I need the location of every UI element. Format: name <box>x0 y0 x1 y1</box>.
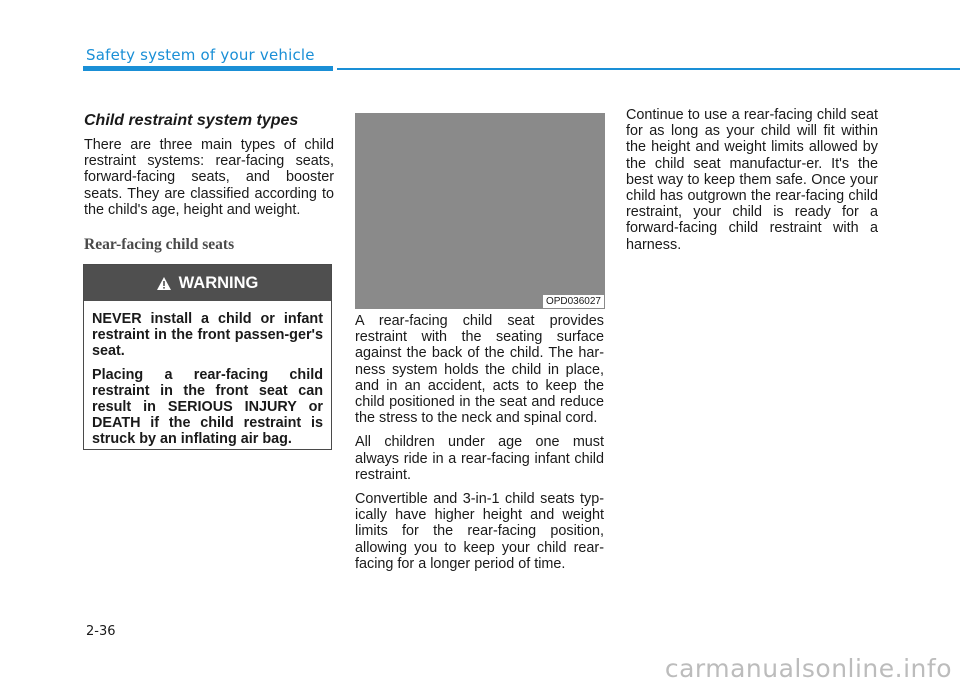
column-middle <box>355 313 604 580</box>
header-rule-thick <box>83 66 333 71</box>
column-left <box>84 112 334 226</box>
body-paragraph: Convertible and 3-in-1 child seats typ-ically have higher height and weight limits for the rear-facing position, allowing you to keep your child rear-facing for a longer period of time. <box>355 491 604 572</box>
warning-paragraph: NEVER install a child or infant restraint in the front passen-ger's seat. <box>92 311 323 360</box>
site-watermark: carmanualsonline.info <box>664 654 952 683</box>
page-number: 2-36 <box>86 624 116 639</box>
subsection-heading: Rear-facing child seats <box>84 236 235 253</box>
warning-title: WARNING <box>178 273 259 292</box>
column-right <box>626 107 878 261</box>
figure-image <box>355 113 605 309</box>
body-paragraph: Continue to use a rear-facing child seat for as long as your child will fit within the height and weight limits allowed by the child seat manufactur-er. It's the best way to keep them safe. Once your child has outgrown the rear-facing child restraint, your child is ready for a forward-facing child restraint with a harness. <box>626 107 878 253</box>
section-header-title: Safety system of your vehicle <box>86 46 315 64</box>
body-paragraph: A rear-facing child seat provides restraint with the seating surface against the back of the child. The har-ness system holds the child in place, and in an accident, acts to keep the child positioned in the seat and reduce the stress to the neck and spinal cord. <box>355 313 604 427</box>
warning-header <box>84 265 331 301</box>
warning-body <box>84 301 331 448</box>
figure-code: OPD036027 <box>543 295 604 308</box>
header-rule-thin <box>337 68 960 70</box>
warning-box <box>83 264 332 450</box>
warning-triangle-icon <box>157 277 171 290</box>
section-heading: Child restraint system types <box>84 112 299 129</box>
warning-paragraph: Placing a rear-facing child restraint in the front seat can result in SERIOUS INJURY or DEATH if the child restraint is struck by an inflating air bag. <box>92 366 323 448</box>
body-paragraph: All children under age one must always ride in a rear-facing infant child restraint. <box>355 434 604 483</box>
intro-paragraph: There are three main types of child restraint systems: rear-facing seats, forward-facing seats, and booster seats. They are classified according to the child's age, height and weight. <box>84 137 334 218</box>
